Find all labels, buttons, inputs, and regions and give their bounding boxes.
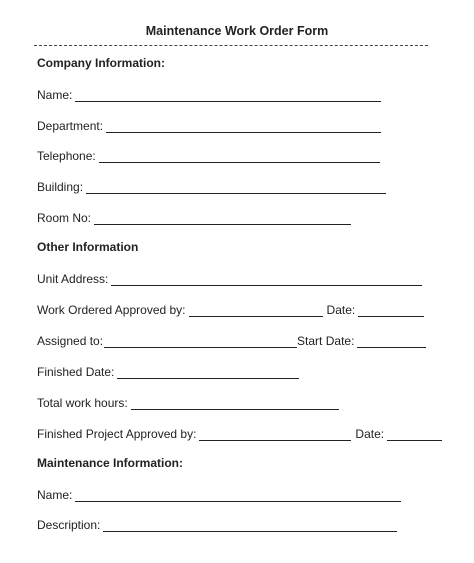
building-label: Building: [37,180,84,194]
finished-project-date-label: Date: [355,427,385,441]
title-divider [34,45,428,46]
work-ordered-approved-by-label: Work Ordered Approved by: [37,303,186,317]
field-row-room-no [37,209,351,225]
maintenance-name-field[interactable] [75,489,401,502]
description-field[interactable] [103,519,397,532]
field-row-work-ordered [37,301,424,317]
finished-date-field[interactable] [117,366,299,379]
field-row-assigned-to [37,332,426,348]
start-date-label: Start Date: [297,334,355,348]
field-row-company-name [37,86,381,102]
description-label: Description: [37,518,101,532]
assigned-to-field[interactable] [104,335,297,348]
field-row-building [37,178,386,194]
field-row-unit-address [37,270,422,286]
total-work-hours-field[interactable] [131,397,339,410]
unit-address-field[interactable] [111,273,422,286]
department-field[interactable] [106,120,381,133]
field-row-maintenance-name [37,486,401,502]
room-no-field[interactable] [94,212,351,225]
section-heading-other: Other Information [37,240,139,254]
field-row-finished-date [37,363,299,379]
building-field[interactable] [86,181,386,194]
total-work-hours-label: Total work hours: [37,396,128,410]
company-name-label: Name: [37,88,73,102]
unit-address-label: Unit Address: [37,272,109,286]
company-name-field[interactable] [75,89,381,102]
field-row-total-work-hours [37,394,339,410]
field-row-finished-project [37,425,442,441]
work-ordered-date-field[interactable] [358,304,424,317]
department-label: Department: [37,119,104,133]
assigned-to-label: Assigned to: [37,334,104,348]
field-row-description [37,516,397,532]
field-row-department [37,117,381,133]
telephone-field[interactable] [99,150,380,163]
work-ordered-date-label: Date: [326,303,356,317]
maintenance-name-label: Name: [37,488,73,502]
finished-date-label: Finished Date: [37,365,115,379]
finished-project-approved-by-field[interactable] [199,428,351,441]
start-date-field[interactable] [357,335,426,348]
telephone-label: Telephone: [37,149,96,163]
section-heading-company: Company Information: [37,56,165,70]
finished-project-date-field[interactable] [387,428,442,441]
finished-project-approved-by-label: Finished Project Approved by: [37,427,197,441]
field-row-telephone [37,147,380,163]
form-title: Maintenance Work Order Form [145,24,329,38]
room-no-label: Room No: [37,211,92,225]
work-ordered-approved-by-field[interactable] [189,304,323,317]
section-heading-maintenance: Maintenance Information: [37,456,184,470]
